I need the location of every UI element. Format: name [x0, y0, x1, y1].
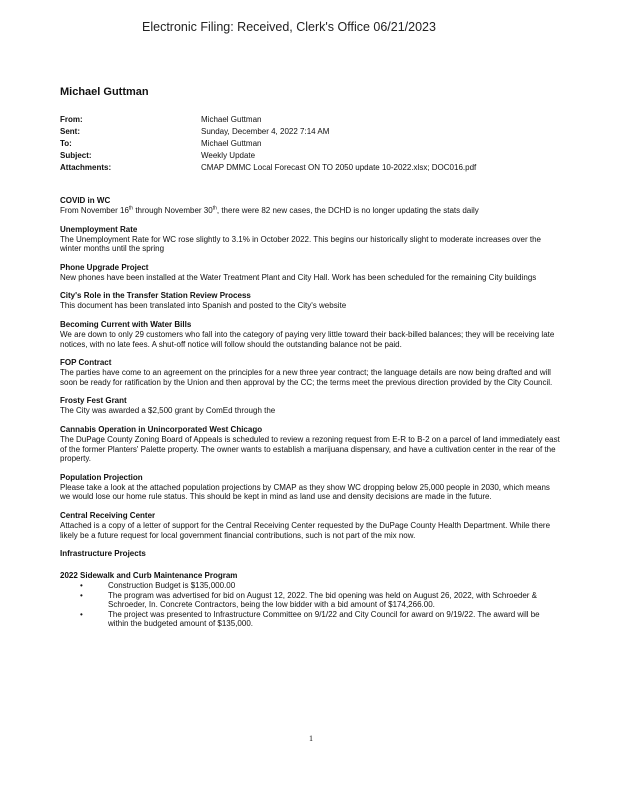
- section-title: FOP Contract: [60, 358, 112, 368]
- attachments-label: Attachments:: [60, 163, 112, 172]
- section-receiving-center: [60, 511, 560, 540]
- section-text: New phones have been installed at the Water Treatment Plant and City Hall. Work has been scheduled for the remaining City buildings: [60, 272, 537, 282]
- subject-row: [60, 150, 476, 162]
- section-title: Cannabis Operation in Unincorporated West Chicago: [60, 424, 263, 434]
- section-text: The Unemployment Rate for WC rose slightly to 3.1% in October 2022. This begins our historically slight to moderate increases over the winter months until the spring: [60, 234, 541, 254]
- section-unemployment: [60, 225, 560, 254]
- list-item: • The project was presented to Infrastructure Committee on 9/1/22 and City Council for award on 9/19/22. The award will be within the budgeted amount of $135,000.: [60, 610, 560, 629]
- section-phone-upgrade: [60, 263, 560, 283]
- sent-label: Sent:: [60, 127, 80, 136]
- covid-text-c: , there were 82 new cases, the DCHD is no longer updating the stats daily: [216, 206, 479, 215]
- sent-value: Sunday, December 4, 2022 7:14 AM: [201, 127, 330, 136]
- section-water-bills: [60, 320, 560, 349]
- section-cannabis: [60, 425, 560, 464]
- section-text: We are down to only 29 customers who fall into the category of paying very little toward their back-billed balances; they will be receiving late notices, with no late fees. A shut-off notice will follow should the outstanding balance not be paid.: [60, 329, 555, 349]
- section-title: COVID in WC: [60, 196, 111, 205]
- section-title: City's Role in the Transfer Station Review Process: [60, 291, 251, 301]
- section-text: Attached is a copy of a letter of support for the Central Receiving Center requested by the DuPage County Health Department. While there likely be a future request for local government financial contributions, such is not part of the mix now.: [60, 520, 551, 540]
- bullet-list: [60, 581, 560, 629]
- section-transfer-station: [60, 291, 560, 311]
- section-title: Frosty Fest Grant: [60, 396, 127, 406]
- list-item: • Construction Budget is $135,000.00: [60, 581, 560, 591]
- covid-sup-a: th: [128, 205, 134, 212]
- section-covid: [60, 196, 560, 216]
- to-label: To:: [60, 139, 72, 148]
- section-text: The parties have come to an agreement on the principles for a new three year contract; the language details are now being drafted and will soon be ready for ratification by the Union and then approval by the CC; the terms meet the previous direction provided by the City Council.: [60, 368, 553, 387]
- section-title: Unemployment Rate: [60, 224, 138, 234]
- section-title: Infrastructure Projects: [60, 549, 146, 559]
- from-value: Michael Guttman: [201, 115, 262, 124]
- section-title: Phone Upgrade Project: [60, 262, 149, 272]
- covid-text-b: through November 30: [133, 206, 213, 215]
- sender-name: Michael Guttman: [60, 86, 149, 98]
- section-title: Becoming Current with Water Bills: [60, 319, 192, 329]
- section-infrastructure: [60, 549, 560, 629]
- section-text: Please take a look at the attached population projections by CMAP as they show WC dropping below 25,000 people in 2030, which means we would lose our home rule status. This should be kept in mind as land use and density decisions are made in the future.: [60, 482, 550, 502]
- section-frosty-fest: [60, 396, 560, 416]
- attachments-row: [60, 162, 476, 174]
- section-population: [60, 473, 560, 502]
- subsection-title: 2022 Sidewalk and Curb Maintenance Program: [60, 571, 238, 581]
- section-text: The DuPage County Zoning Board of Appeals is scheduled to review a rezoning request from E-R to B-2 on a parcel of land immediately east of the former Planters' Palette property. The owner wants to establish a marijuana dispensary, and have a cultivation center in the rear of the property.: [60, 434, 560, 464]
- filing-stamp: Electronic Filing: Received, Clerk's Office 06/21/2023: [142, 20, 436, 34]
- email-header: [60, 114, 476, 174]
- subject-value: Weekly Update: [201, 151, 256, 160]
- section-title: Population Projection: [60, 472, 143, 482]
- section-text: This document has been translated into Spanish and posted to the City's website: [60, 301, 347, 311]
- section-title: Central Receiving Center: [60, 510, 156, 520]
- to-value: Michael Guttman: [201, 139, 262, 148]
- list-item: • The program was advertised for bid on August 12, 2022. The bid opening was held on August 26, 2022, with Schroeder & Schroeder, In. Concrete Contractors, being the low bidder with a bid amount of $174,266.00.: [60, 591, 560, 610]
- from-label: From:: [60, 115, 83, 124]
- section-text: The City was awarded a $2,500 grant by ComEd through the: [60, 406, 276, 416]
- covid-sup-b: th: [212, 205, 217, 212]
- from-row: [60, 114, 476, 126]
- covid-text-a: From November 16: [60, 206, 129, 215]
- subject-label: Subject:: [60, 151, 92, 160]
- to-row: [60, 138, 476, 150]
- section-fop-contract: [60, 358, 560, 387]
- sent-row: [60, 126, 476, 138]
- page-number: 1: [309, 734, 313, 743]
- attachments-value: CMAP DMMC Local Forecast ON TO 2050 update 10-2022.xlsx; DOC016.pdf: [201, 163, 477, 172]
- section-text: [60, 206, 560, 216]
- email-body: [60, 196, 560, 638]
